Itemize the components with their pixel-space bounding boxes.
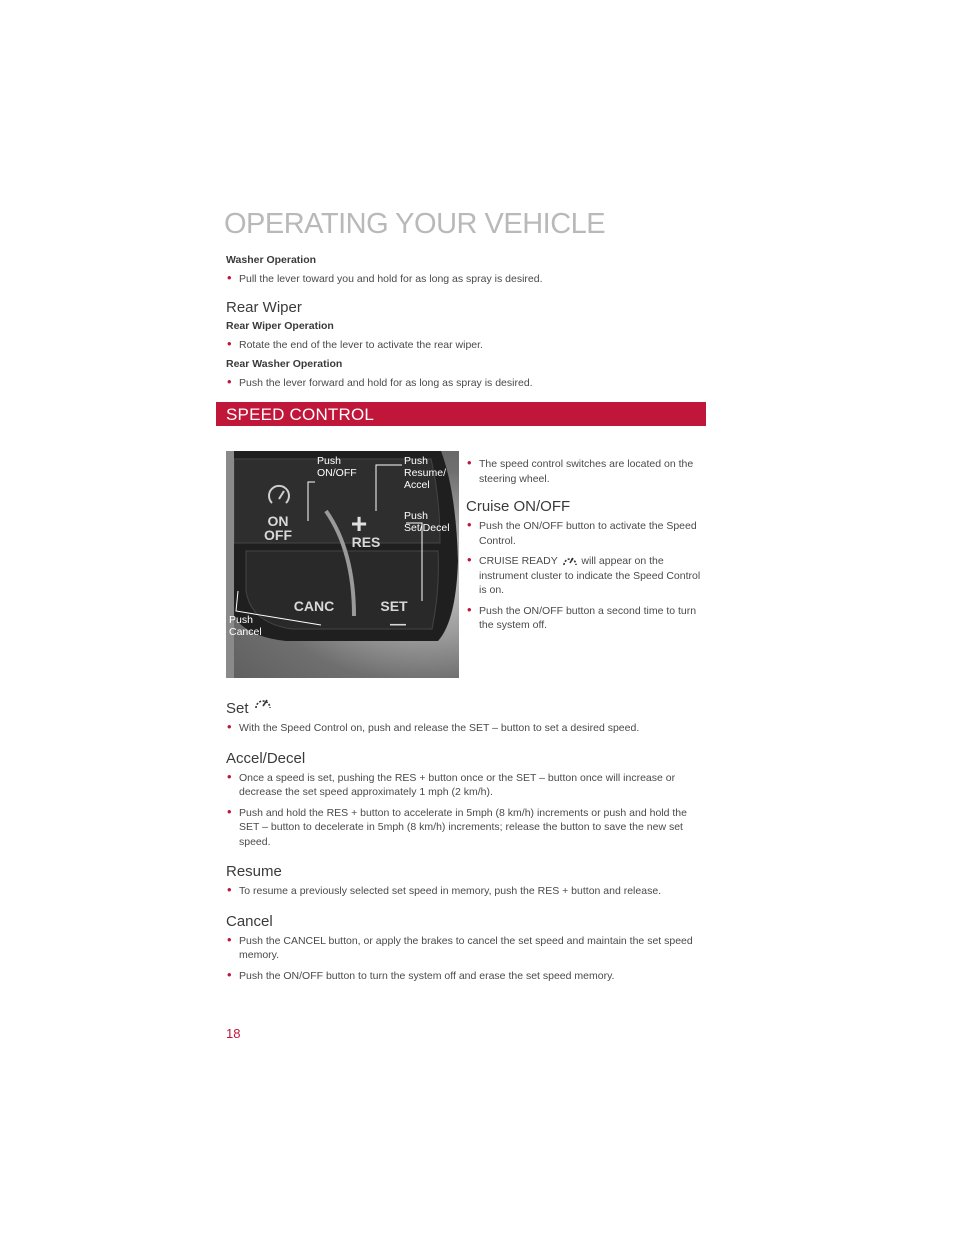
rear-wiper-heading: Rear Wiper (226, 298, 302, 316)
callout-set-decel-line2: Set/Decel (404, 522, 450, 534)
set-minus-sign: — (390, 616, 406, 633)
bullet-dot-icon: • (227, 966, 232, 982)
cancel-heading: Cancel (226, 912, 273, 930)
res-plus-sign: + (350, 508, 368, 539)
cruise-on-off-heading: Cruise ON/OFF (466, 498, 571, 515)
callout-set-decel-line1: Push (404, 510, 428, 522)
bullet-dot-icon: • (227, 719, 232, 734)
washer-operation-title: Washer Operation (226, 254, 317, 266)
bullet-dot-icon: • (227, 882, 232, 897)
set-cruise-icon (253, 696, 273, 712)
rear-washer-operation-title: Rear Washer Operation (226, 358, 343, 370)
page-number: 18 (226, 1026, 241, 1041)
callout-resume-line2: Resume/ (404, 467, 447, 479)
callout-on-off-line2: ON/OFF (317, 467, 357, 479)
bullet-dot-icon: • (467, 601, 472, 617)
set-bullet-1: • With the Speed Control on, push and release the SET – button to set a desired speed. (227, 719, 640, 734)
set-button-label: SET (380, 598, 408, 614)
resume-bullet-1: • To resume a previously selected set speed in memory, push the RES + button and release. (227, 882, 662, 897)
bullet-dot-icon: • (227, 931, 232, 947)
on-button-label: ON (267, 513, 289, 529)
cancel-bullet-2: • Push the ON/OFF button to turn the system off and erase the set speed memory. (227, 966, 615, 982)
washer-bullet: • Pull the lever toward you and hold for as long as spray is desired. (227, 270, 543, 285)
rear-washer-bullet: • Push the lever forward and hold for as long as spray is desired. (227, 374, 533, 389)
bullet-dot-icon: • (467, 455, 472, 470)
bullet-dot-icon: • (227, 270, 232, 285)
steering-wheel-controls-illustration (226, 451, 459, 678)
resume-heading: Resume (226, 863, 282, 880)
canc-button-label: CANC (293, 598, 335, 614)
bullet-dot-icon: • (227, 374, 232, 389)
accel-decel-heading: Accel/Decel (226, 749, 306, 767)
rear-wiper-operation-title: Rear Wiper Operation (226, 319, 334, 332)
res-button-label: RES (351, 534, 381, 550)
bullet-dot-icon: • (227, 803, 232, 819)
steering-wheel-controls-photo (226, 451, 459, 678)
cruise-bullet-2: • CRUISE READY will appear on the instrument cluster to indicate the Speed Control is on. (467, 552, 701, 596)
wiper-section (226, 254, 708, 397)
cancel-bullet-1: • Push the CANCEL button, or apply the brakes to cancel the set speed and maintain the set speed memory. (227, 931, 693, 961)
callout-cancel-line2: Cancel (229, 626, 262, 638)
callout-resume-line3: Accel (404, 479, 430, 491)
set-heading: Set (226, 700, 708, 717)
speed-control-details (226, 700, 708, 997)
bullet-dot-icon: • (227, 335, 232, 351)
bullet-dot-icon: • (227, 768, 232, 784)
page-header-title: OPERATING YOUR VEHICLE (224, 208, 606, 240)
bullet-dot-icon: • (467, 517, 472, 532)
accel-bullet-1: • Once a speed is set, pushing the RES + button once or the SET – button once will increase or decrease the set speed approximately 1 mph (2 km/h). (227, 768, 676, 798)
callout-on-off-line1: Push (317, 455, 341, 467)
accel-decel-section (226, 750, 708, 850)
cancel-section (226, 913, 708, 984)
cruise-ready-icon (561, 554, 579, 568)
intro-bullet: • The speed control switches are located on the steering wheel. (467, 455, 694, 485)
cruise-section (466, 457, 708, 639)
speed-control-banner: SPEED CONTROL (216, 402, 706, 426)
off-button-label: OFF (264, 527, 292, 543)
cruise-bullet-3: • Push the ON/OFF button a second time to turn the system off. (467, 601, 697, 631)
set-section (226, 700, 708, 736)
callout-resume-line1: Push (404, 455, 428, 467)
cruise-bullet-1: • Push the ON/OFF button to activate the Speed Control. (467, 517, 697, 547)
rear-wiper-bullet: • Rotate the end of the lever to activate the rear wiper. (227, 335, 483, 351)
accel-bullet-2: • Push and hold the RES + button to accelerate in 5mph (8 km/h) increments or push and hold the SET – button to decelerate in 5mph (8 km/h) increments; release the button to save the new set speed. (227, 803, 687, 848)
resume-section (226, 863, 708, 899)
bullet-dot-icon: • (467, 552, 472, 567)
callout-cancel-line1: Push (229, 614, 253, 626)
